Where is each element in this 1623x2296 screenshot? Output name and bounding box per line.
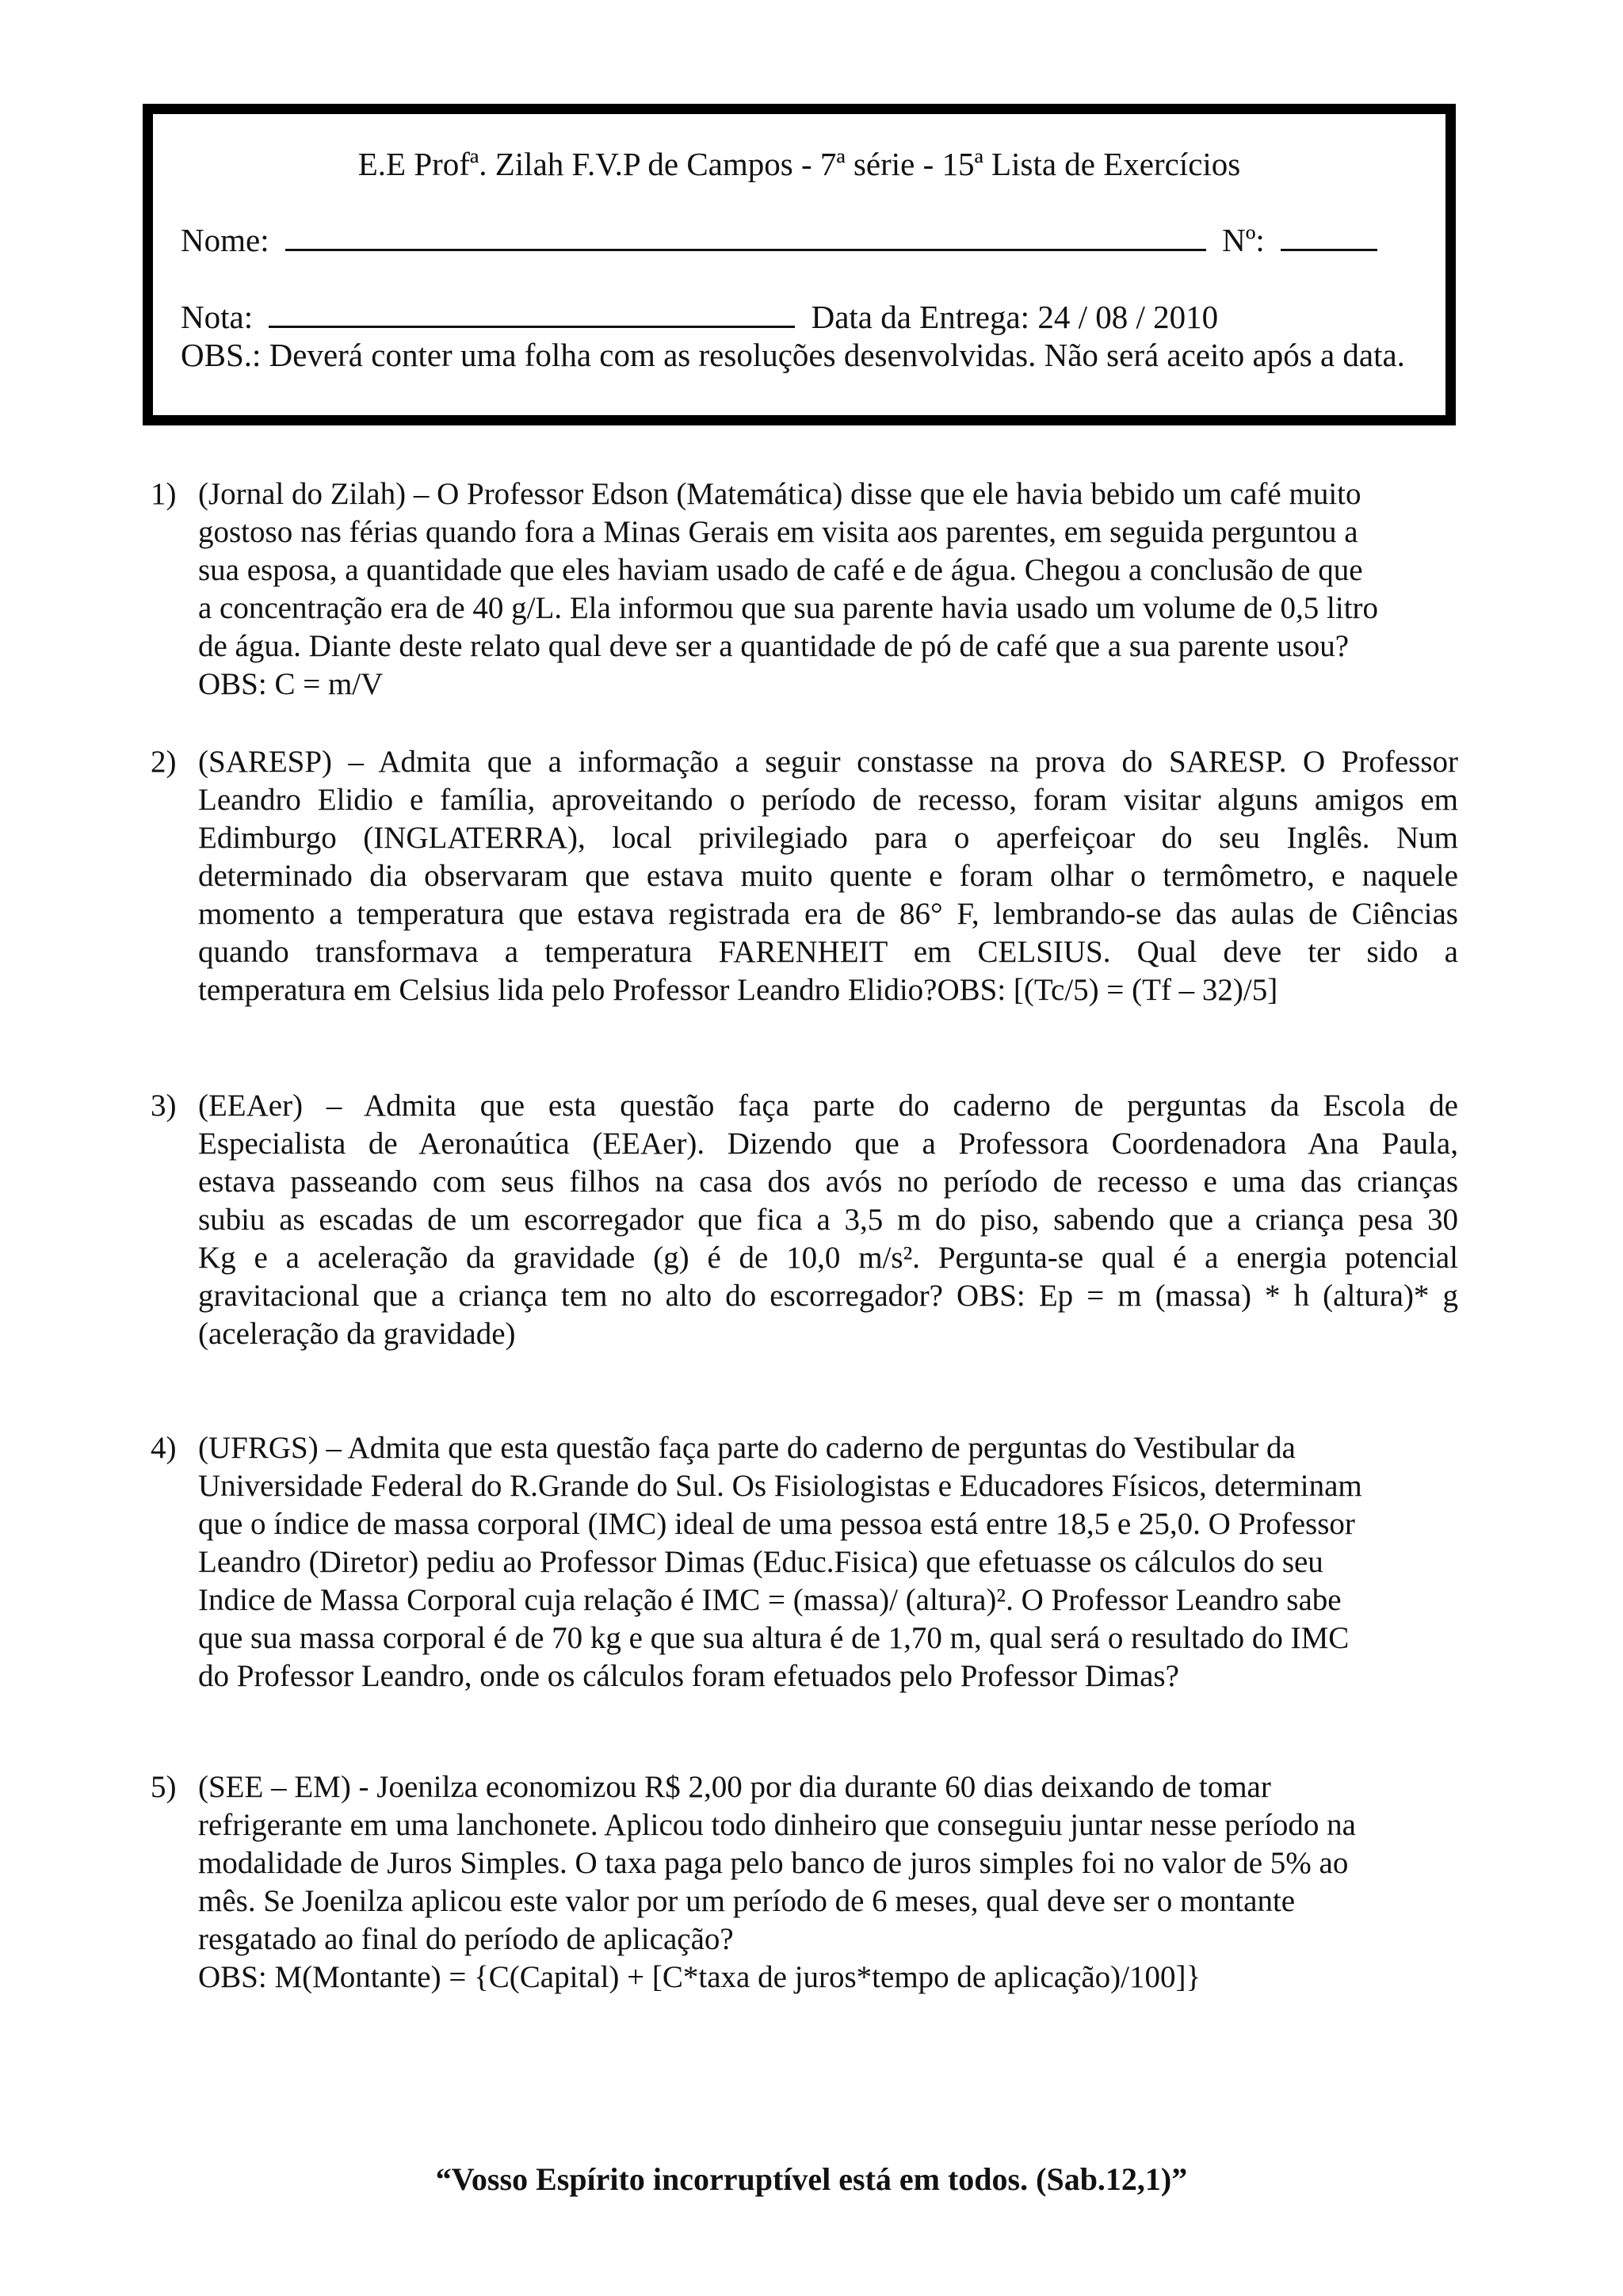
question-line: que o índice de massa corporal (IMC) ideal de uma pessoa está entre 18,5 e 25,0. O Professor <box>198 1507 1355 1541</box>
name-label: Nome: <box>181 222 269 258</box>
question-number: 3) <box>151 1089 177 1123</box>
question-line: subiu as escadas de um escorregador que fica a 3,5 m do piso, sabendo que a criança pesa 30 <box>198 1203 1458 1237</box>
question-line: Leandro (Diretor) pediu ao Professor Dimas (Educ.Fisica) que efetuasse os cálculos do seu <box>198 1545 1323 1579</box>
footer-quote: “Vosso Espírito incorruptível está em todos. (Sab.12,1)” <box>435 2161 1188 2197</box>
number-label: Nº: <box>1222 222 1265 258</box>
question-number: 5) <box>151 1770 177 1804</box>
question-line: (aceleração da gravidade) <box>198 1317 516 1351</box>
question-line: estava passeando com seus filhos na casa dos avós no período de recesso e uma das crianças <box>198 1165 1458 1199</box>
question-number: 2) <box>151 745 177 779</box>
question-line: que sua massa corporal é de 70 kg e que sua altura é de 1,70 m, qual será o resultado do IMC <box>198 1621 1350 1655</box>
question-line: Especialista de Aeronaútica (EEAer). Dizendo que a Professora Coordenadora Ana Paula, <box>198 1127 1458 1161</box>
question-line: (EEAer) – Admita que esta questão faça parte do caderno de perguntas da Escola de <box>198 1089 1458 1123</box>
question-line: temperatura em Celsius lida pelo Professor Leandro Elidio?OBS: [(Tc/5) = (Tf – 32)/5] <box>198 973 1278 1007</box>
question-line: (SARESP) – Admita que a informação a seguir constasse na prova do SARESP. O Professor <box>198 745 1458 779</box>
question-line: Universidade Federal do R.Grande do Sul. Os Fisiologistas e Educadores Físicos, determinam <box>198 1469 1362 1503</box>
question-line: gravitacional que a criança tem no alto do escorregador? OBS: Ep = m (massa) * h (altura)* g <box>198 1279 1458 1313</box>
question-text <box>198 743 1458 1009</box>
question-line: a concentração era de 40 g/L. Ela informou que sua parente havia usado um volume de 0,5 litro <box>198 591 1379 625</box>
question-text <box>198 1768 1458 1997</box>
name-row <box>181 222 1377 258</box>
question-line: OBS: C = m/V <box>198 667 384 701</box>
question-line: refrigerante em uma lanchonete. Aplicou todo dinheiro que conseguiu juntar nesse período na <box>198 1808 1356 1842</box>
question-line: (Jornal do Zilah) – O Professor Edson (Matemática) disse que ele havia bebido um café muito <box>198 477 1361 511</box>
question-line: Indice de Massa Corporal cuja relação é IMC = (massa)/ (altura)². O Professor Leandro sabe <box>198 1583 1342 1617</box>
question-line: do Professor Leandro, onde os cálculos foram efetuados pelo Professor Dimas? <box>198 1659 1179 1693</box>
question-line: momento a temperatura que estava registrada era de 86° F, lembrando-se das aulas de Ciências <box>198 897 1458 931</box>
question-line: determinado dia observaram que estava muito quente e foram olhar o termômetro, e naquele <box>198 859 1458 893</box>
question-text <box>198 475 1458 704</box>
grade-label: Nota: <box>181 299 254 335</box>
question-text <box>198 1087 1458 1353</box>
question-number: 1) <box>151 477 177 511</box>
question-line: de água. Diante deste relato qual deve ser a quantidade de pó de café que a sua parente usou? <box>198 629 1350 663</box>
question-line: Kg e a aceleração da gravidade (g) é de 10,0 m/s². Pergunta-se qual é a energia potencial <box>198 1241 1458 1275</box>
question-line: resgatado ao final do período de aplicação? <box>198 1922 734 1956</box>
question-line: sua esposa, a quantidade que eles haviam usado de café e de água. Chegou a conclusão de que <box>198 553 1363 587</box>
number-field-line <box>1281 222 1377 251</box>
question-line: gostoso nas férias quando fora a Minas Gerais em visita aos parentes, em seguida perguntou a <box>198 515 1358 549</box>
obs-note: OBS.: Deverá conter uma folha com as resoluções desenvolvidas. Não será aceito após a data. <box>181 337 1405 373</box>
question-line: mês. Se Joenilza aplicou este valor por um período de 6 meses, qual deve ser o montante <box>198 1884 1296 1918</box>
question-text <box>198 1429 1458 1695</box>
question-line: Leandro Elidio e família, aproveitando o período de recesso, foram visitar alguns amigos em <box>198 783 1458 817</box>
question-line: Edimburgo (INGLATERRA), local privilegiado para o aperfeiçoar do seu Inglês. Num <box>198 821 1458 855</box>
question-line: modalidade de Juros Simples. O taxa paga pelo banco de juros simples foi no valor de 5% ao <box>198 1846 1349 1880</box>
question-line: (UFRGS) – Admita que esta questão faça parte do caderno de perguntas do Vestibular da <box>198 1431 1296 1465</box>
grade-field-line <box>269 299 795 328</box>
delivery-date: Data da Entrega: 24 / 08 / 2010 <box>811 299 1219 335</box>
school-title: E.E Profª. Zilah F.V.P de Campos - 7ª série - 15ª Lista de Exercícios <box>357 146 1241 182</box>
grade-row <box>181 299 1218 335</box>
question-line: quando transformava a temperatura FARENHEIT em CELSIUS. Qual deve ter sido a <box>198 935 1458 969</box>
question-number: 4) <box>151 1431 177 1465</box>
name-field-line <box>285 222 1206 251</box>
header-box <box>143 104 1456 425</box>
question-line: (SEE – EM) - Joenilza economizou R$ 2,00 por dia durante 60 dias deixando de tomar <box>198 1770 1271 1804</box>
question-line: OBS: M(Montante) = {C(Capital) + [C*taxa de juros*tempo de aplicação)/100]} <box>198 1960 1201 1994</box>
